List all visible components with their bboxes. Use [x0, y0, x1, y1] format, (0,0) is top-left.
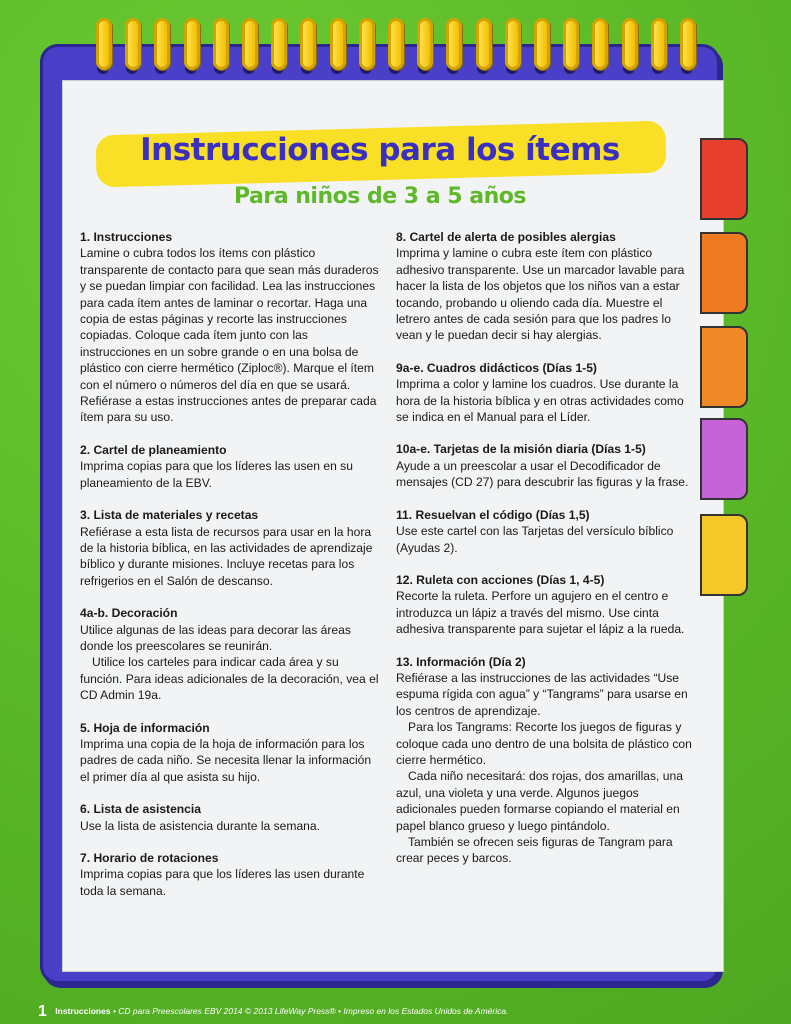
instruction-section	[396, 572, 696, 638]
spiral-ring	[125, 18, 141, 70]
section-heading: 7. Horario de rotaciones	[80, 851, 219, 865]
section-text: Utilice los carteles para indicar cada área y su función. Para ideas adicionales de la decoración, vea el CD Admin 19a.	[80, 655, 379, 703]
section-text: Lamine o cubra todos los ítems con plástico transparente de contacto para que sean más duraderos y se puedan limpiar con facilidad. Lea las instrucciones para cada ítem antes de laminar o recortar. Haga una copia de estas páginas y recorte las instrucciones copiadas. Coloque cada ítem junto con las instrucciones en un sobre grande o en una bolsa de plástico con cierre hermético (Ziploc®). Marque el ítem con el número o números del día en que se usará. Refiérase a estas instrucciones antes de preparar cada ítem para su uso.	[80, 246, 379, 425]
instruction-section	[80, 442, 380, 491]
section-heading: 4a-b. Decoración	[80, 606, 178, 621]
spiral-ring	[534, 18, 550, 70]
page-title: Instrucciones para los ítems	[140, 132, 620, 168]
instruction-section	[396, 360, 696, 426]
divider-tab	[700, 514, 748, 596]
instruction-section	[80, 801, 380, 834]
spiral-ring	[96, 18, 112, 70]
section-text: Imprima a color y lamine los cuadros. Use durante la hora de la historia bíblica y en otras actividades como se indica en el Manual para el Líder.	[396, 377, 684, 425]
spiral-ring	[651, 18, 667, 70]
left-column	[80, 229, 380, 915]
spiral-ring	[242, 18, 258, 70]
instruction-section	[80, 720, 380, 786]
section-text: Cada niño necesitará: dos rojas, dos amarillas, una azul, una violeta y una verde. Algunos juegos adicionales pueden formarse copiando el material en papel blanco grueso y luego pintándolo.	[396, 769, 683, 833]
instruction-section	[80, 605, 380, 703]
section-heading: 2. Cartel de planeamiento	[80, 442, 227, 457]
divider-tab	[700, 326, 748, 408]
spiral-ring	[271, 18, 287, 70]
section-heading: 8. Cartel de alerta de posibles alergias	[396, 230, 616, 244]
spiral-ring	[417, 18, 433, 70]
section-text: Use la lista de asistencia durante la semana.	[80, 818, 320, 833]
divider-tab	[700, 138, 748, 220]
section-heading: 6. Lista de asistencia	[80, 802, 201, 817]
instruction-section	[396, 507, 696, 556]
section-heading: 13. Información (Día 2)	[396, 654, 526, 669]
section-text: Refiérase a esta lista de recursos para usar en la hora de la historia bíblica, en las actividades de aprendizaje bíblico y durante misiones. Incluye recetas para los refrigerios en el Salón de descanso.	[80, 524, 373, 588]
page-number: 1	[38, 1003, 47, 1020]
page-subtitle: Para niños de 3 a 5 años	[234, 184, 526, 209]
section-heading: 11. Resuelvan el código (Días 1,5)	[396, 507, 590, 522]
instruction-section	[396, 654, 696, 867]
right-column	[396, 229, 696, 883]
divider-tab	[700, 232, 748, 314]
spiral-ring	[154, 18, 170, 70]
spiral-ring	[359, 18, 375, 70]
instruction-section	[80, 507, 380, 589]
footer-section: Instrucciones	[55, 1006, 111, 1016]
footer-credit: • CD para Preescolares EBV 2014 © 2013 LifeWay Press® • Impreso en los Estados Unidos de América.	[112, 1006, 509, 1016]
spiral-ring	[680, 18, 696, 70]
spiral-ring	[563, 18, 579, 70]
spiral-ring	[592, 18, 608, 70]
section-heading: 1. Instrucciones	[80, 230, 173, 244]
spiral-ring	[300, 18, 316, 70]
divider-tab	[700, 418, 748, 500]
section-heading: 10a-e. Tarjetas de la misión diaria (Días 1-5)	[396, 442, 646, 457]
section-text: Imprima copias para que los líderes las usen durante toda la semana.	[80, 867, 365, 898]
spiral-ring	[505, 18, 521, 70]
spiral-ring	[388, 18, 404, 70]
spiral-ring	[622, 18, 638, 70]
section-text: Imprima una copia de la hoja de información para los padres de cada niño. Se necesita llenar la información el primer día al que asista su hijo.	[80, 736, 372, 784]
spiral-ring	[213, 18, 229, 70]
section-heading: 5. Hoja de información	[80, 720, 210, 735]
section-heading: 9a-e. Cuadros didácticos (Días 1-5)	[396, 360, 597, 375]
section-text: Para los Tangrams: Recorte los juegos de figuras y coloque cada uno dentro de una bolsita de plástico con cierre hermético.	[396, 720, 692, 767]
section-text: Ayude a un preescolar a usar el Decodificador de mensajes (CD 27) para descubrir las figuras y la frase.	[396, 458, 689, 490]
section-text: Imprima copias para que los líderes las usen en su planeamiento de la EBV.	[80, 459, 353, 490]
spiral-ring	[184, 18, 200, 70]
section-text: Use este cartel con las Tarjetas del versículo bíblico (Ayudas 2).	[396, 524, 674, 555]
page-footer	[38, 1003, 778, 1021]
spiral-ring	[330, 18, 346, 70]
section-text: Imprima y lamine o cubra este ítem con plástico adhesivo transparente. Use un marcador lavable para hacer la lista de los objetos que los niños van a estar tocando, probando u oliendo cada día. Muestre el letrero antes de cada sesión para que los padres lo vean y le puedan decir si hay alergias.	[396, 246, 685, 343]
section-text: También se ofrecen seis figuras de Tangram para crear peces y barcos.	[396, 835, 673, 866]
section-heading: 12. Ruleta con acciones (Días 1, 4-5)	[396, 572, 605, 587]
instruction-section	[396, 441, 696, 490]
spiral-ring	[476, 18, 492, 70]
instruction-section	[396, 229, 696, 344]
section-text: Refiérase a las instrucciones de las actividades “Use espuma rígida con agua” y “Tangrams” para usarse en los centros de aprendizaje.	[396, 670, 688, 718]
section-heading: 3. Lista de materiales y recetas	[80, 508, 259, 523]
section-text: Utilice algunas de las ideas para decorar las áreas donde los preescolares se reunirán.	[80, 622, 351, 653]
instruction-section	[80, 229, 380, 426]
instruction-section	[80, 850, 380, 899]
spiral-ring	[446, 18, 462, 70]
section-text: Recorte la ruleta. Perfore un agujero en el centro e introduzca un lápiz a través del mismo. Use cinta adhesiva transparente para sujetar el lápiz a la rueda.	[396, 589, 685, 637]
